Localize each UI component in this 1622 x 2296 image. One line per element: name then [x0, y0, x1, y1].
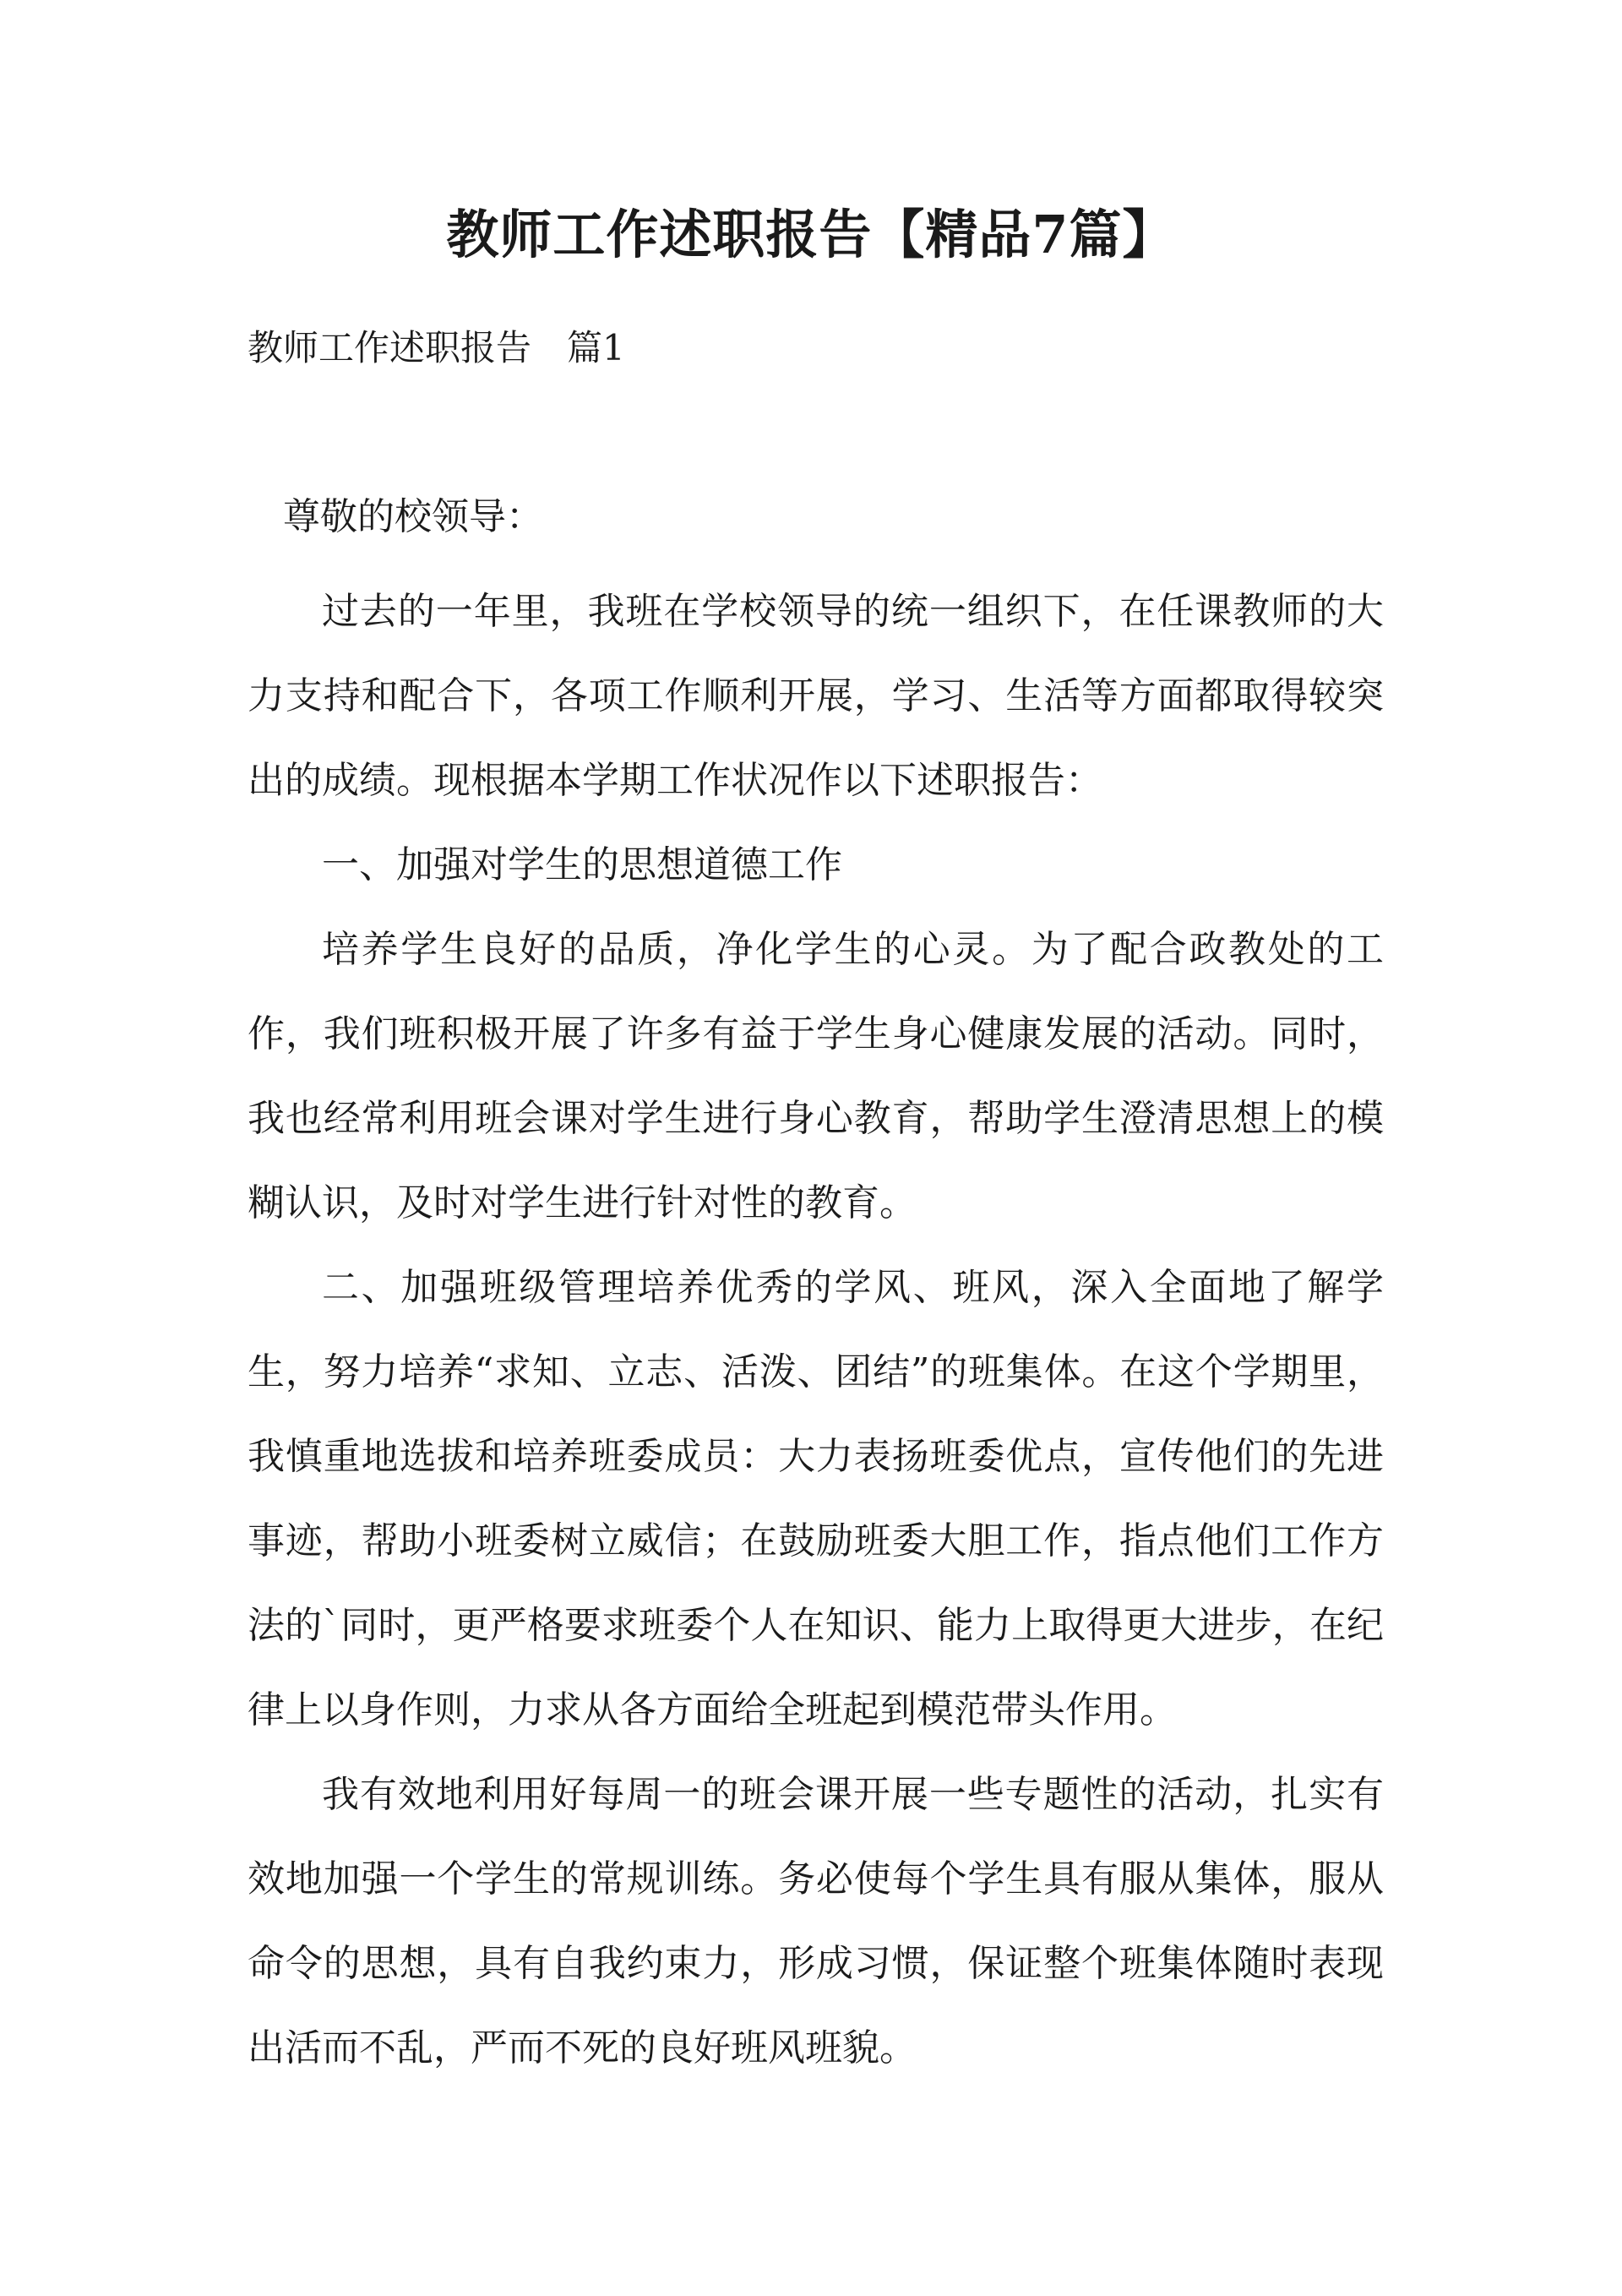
document-body	[248, 570, 1384, 2091]
paragraph-class-meeting: 我有效地利用好每周一的班会课开展一些专题性的活动，扎实有效地加强一个学生的常规训练。务必使每个学生具有服从集体，服从命令的思想，具有自我约束力，形成习惯，保证整个班集体随时表现出活而不乱，严而不死的良好班风班貌。	[248, 1773, 1384, 2070]
salutation: 尊敬的校领导：	[283, 495, 543, 538]
paragraph-intro: 过去的一年里，我班在学校领导的统一组织下，在任课教师的大力支持和配合下，各项工作顺利开展，学习、生活等方面都取得较突出的成绩。现根据本学期工作状况作以下述职报告：	[248, 590, 1384, 802]
paragraph-heading-one: 一、加强对学生的思想道德工作	[322, 843, 842, 886]
document-title: 教师工作述职报告【精品7篇】	[446, 204, 1176, 265]
paragraph-class-management: 二、加强班级管理培养优秀的学风、班风，深入全面地了解学生，努力培养“求知、立志、活泼、团结”的班集体。在这个学期里，我慎重地选拔和培养班委成员：大力表扬班委优点，宣传他们的先进事迹，帮助小班委树立威信；在鼓励班委大胆工作，指点他们工作方法的`同时，更严格要求班委个人在知识、能力上取得更大进步，在纪律上以身作则，力求从各方面给全班起到模范带头作用。	[248, 1266, 1384, 1732]
section-heading: 教师工作述职报告 篇1	[248, 327, 625, 368]
paragraph-moral-education: 培养学生良好的品质，净化学生的心灵。为了配合政教处的工作，我们班积极开展了许多有益于学生身心健康发展的活动。同时，我也经常利用班会课对学生进行身心教育，帮助学生澄清思想上的模糊认识，及时对学生进行针对性的教育。	[248, 928, 1384, 1224]
